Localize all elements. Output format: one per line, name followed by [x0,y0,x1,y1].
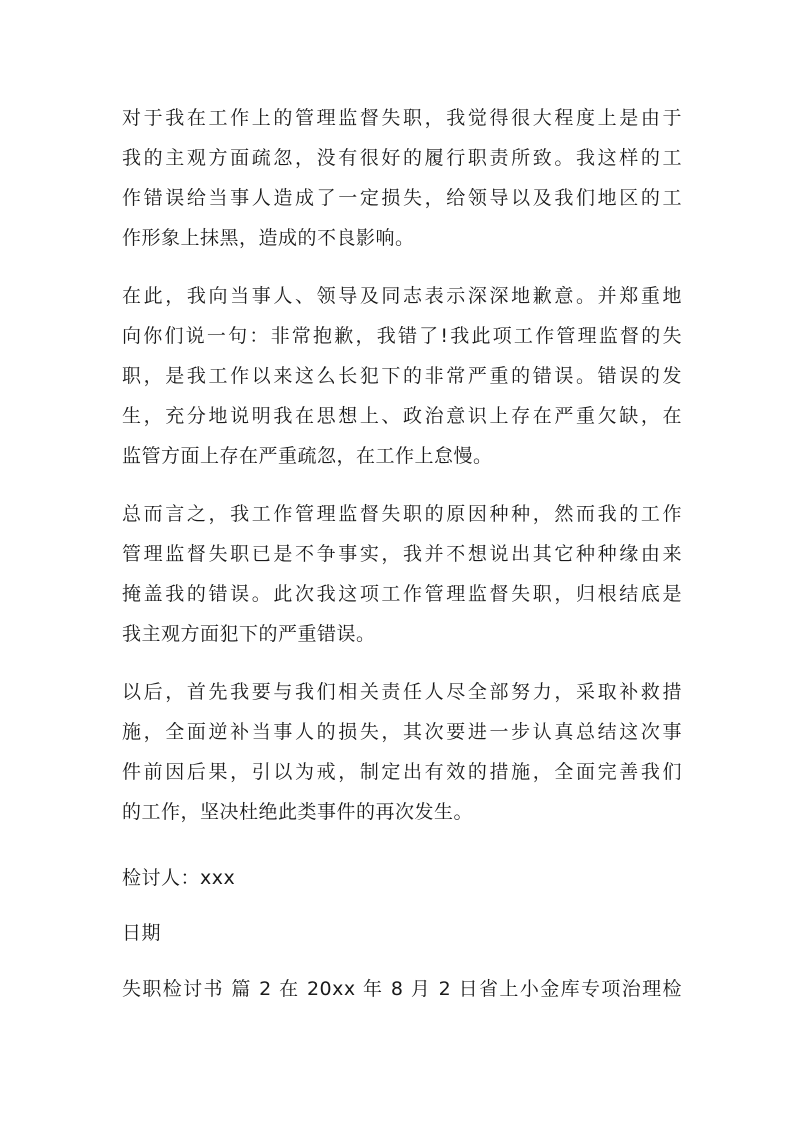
paragraph-3-line-3: 掩盖我的错误。此次我这项工作管理监督失职，归根结底是 [122,583,682,605]
date-label: 日期 [122,922,162,944]
paragraph-3-line-2: 管理监督失职已是不争事实，我并不想说出其它种种缘由来 [122,543,682,565]
paragraph-2-line-5: 监管方面上存在严重疏忽，在工作上怠慢。 [122,445,493,467]
paragraph-4-line-3: 件前因后果，引以为戒，制定出有效的措施，全面完善我们 [122,761,682,783]
paragraph-1-line-3: 作错误给当事人造成了一定损失，给领导以及我们地区的工 [122,187,682,209]
paragraph-4-line-1: 以后，首先我要与我们相关责任人尽全部努力，采取补救措 [122,681,682,703]
paragraph-4-line-4: 的工作，坚决杜绝此类事件的再次发生。 [122,801,474,823]
paragraph-2-line-2: 向你们说一句：非常抱歉，我错了!我此项工作管理监督的失 [122,325,682,347]
paragraph-3-line-4: 我主观方面犯下的严重错误。 [122,623,376,645]
paragraph-1-line-4: 作形象上抹黑，造成的不良影响。 [122,227,415,249]
paragraph-3-line-1: 总而言之，我工作管理监督失职的原因种种，然而我的工作 [122,503,682,525]
paragraph-1-line-1: 对于我在工作上的管理监督失职，我觉得很大程度上是由于 [122,107,682,129]
paragraph-2-line-3: 职，是我工作以来这么长犯下的非常严重的错误。错误的发 [122,365,682,387]
next-section-line: 失职检讨书 篇 2 在 20xx 年 8 月 2 日省上小金库专项治理检 [122,978,682,1000]
signature: 检讨人：xxx [122,867,236,889]
paragraph-2-line-1: 在此，我向当事人、领导及同志表示深深地歉意。并郑重地 [122,285,682,307]
paragraph-4-line-2: 施，全面逆补当事人的损失，其次要进一步认真总结这次事 [122,721,682,743]
paragraph-2-line-4: 生，充分地说明我在思想上、政治意识上存在严重欠缺，在 [122,405,682,427]
paragraph-1-line-2: 我的主观方面疏忽，没有很好的履行职责所致。我这样的工 [122,147,682,169]
